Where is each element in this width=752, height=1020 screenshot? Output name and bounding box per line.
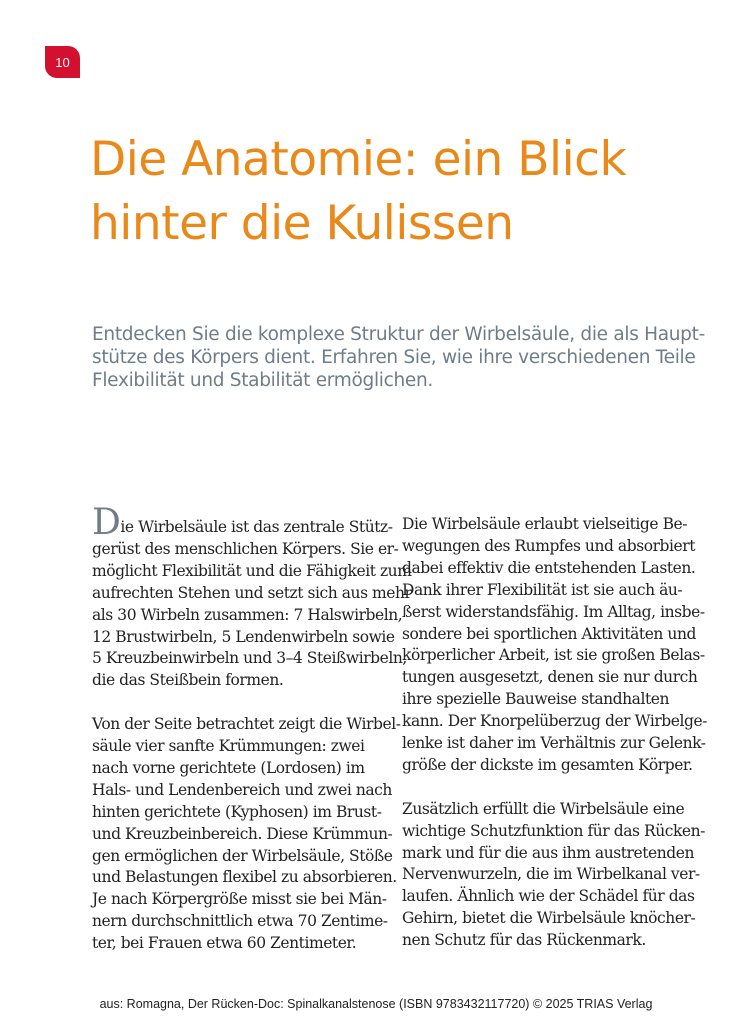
text-line: tungen ausgesetzt, denen sie nur durch	[402, 668, 698, 687]
text-line	[92, 502, 412, 543]
page-number-badge: 10	[45, 46, 80, 78]
title-line: hinter die Kulissen	[90, 196, 514, 251]
text-line: nach vorne gerichtete (Lordosen) im	[92, 758, 365, 777]
text-line: lenke ist daher im Verhältnis zur Gelenk-	[402, 734, 706, 753]
drop-cap: D	[92, 502, 121, 543]
text-line: Hals- und Lendenbereich und zwei nach	[92, 780, 392, 799]
intro-line: Entdecken Sie die komplexe Struktur der Wirbelsäule, die als Haupt-	[92, 324, 705, 345]
text-line: hinten gerichtete (Kyphosen) im Brust-	[92, 802, 382, 821]
paragraph	[402, 799, 707, 952]
source-footer: aus: Romagna, Der Rücken-Doc: Spinalkanalstenose (ISBN 9783432117720) © 2025 TRIAS Verlag	[99, 997, 653, 1011]
body-column-left	[92, 502, 412, 977]
text-line: Gehirn, bietet die Wirbelsäule knöcher-	[402, 909, 696, 928]
text-line: aufrechten Stehen und setzt sich aus mehr	[92, 583, 412, 602]
text-line: als 30 Wirbeln zusammen: 7 Halswirbeln,	[92, 605, 403, 624]
text-line: mark und für die aus ihm austretenden	[402, 843, 694, 862]
title-line: Die Anatomie: ein Blick	[90, 132, 627, 187]
text-line: laufen. Ähnlich wie der Schädel für das	[402, 887, 695, 906]
text-line: größe der dickste im gesamten Körper.	[402, 755, 693, 774]
text-line: gerüst des menschlichen Körpers. Sie er-	[92, 539, 399, 558]
text-line: 12 Brustwirbeln, 5 Lendenwirbeln sowie	[92, 627, 395, 646]
page-title	[90, 128, 626, 256]
text-line: körperlicher Arbeit, ist sie großen Belas-	[402, 646, 705, 665]
text-line: 5 Kreuzbeinwirbeln und 3–4 Steißwirbeln,	[92, 649, 407, 668]
text-line: sondere bei sportlichen Aktivitäten und	[402, 624, 696, 643]
text-line: gen ermöglichen der Wirbelsäule, Stöße	[92, 846, 393, 865]
text-line: nern durchschnittlich etwa 70 Zentime-	[92, 912, 388, 931]
text-line: nen Schutz für das Rückenmark.	[402, 931, 646, 950]
text-line: Dank ihrer Flexibilität ist sie auch äu-	[402, 580, 683, 599]
intro-line: stütze des Körpers dient. Erfahren Sie, wie ihre verschiedenen Teile	[92, 347, 696, 368]
text-line: Zusätzlich erfüllt die Wirbelsäule eine	[402, 799, 685, 818]
text-line: dabei effektiv die entstehenden Lasten.	[402, 558, 696, 577]
text-line: wegungen des Rumpfes und absorbiert	[402, 536, 695, 555]
text-line: ßerst widerstandsfähig. Im Alltag, insbe-	[402, 602, 705, 621]
text-line: und Kreuzbeinbereich. Diese Krümmun-	[92, 824, 393, 843]
text-line: Von der Seite betrachtet zeigt die Wirbel-	[92, 715, 401, 734]
text-line: Die Wirbelsäule erlaubt vielseitige Be-	[402, 515, 688, 533]
text-line-rest: ie Wirbelsäule ist das zentrale Stütz-	[120, 518, 393, 536]
text-line: die das Steißbein formen.	[92, 671, 284, 690]
text-line: ihre spezielle Bauweise standhalten	[402, 690, 670, 709]
paragraph	[92, 502, 412, 692]
text-line: säule vier sanfte Krümmungen: zwei	[92, 737, 365, 756]
intro-text	[92, 323, 705, 392]
text-line: und Belastungen flexibel zu absorbieren.	[92, 868, 397, 887]
text-line: möglicht Flexibilität und die Fähigkeit zum	[92, 561, 412, 580]
body-column-right	[402, 514, 707, 974]
text-line: Je nach Körpergröße misst sie bei Män-	[92, 890, 387, 909]
text-line: wichtige Schutzfunktion für das Rücken-	[402, 821, 705, 840]
text-line: kann. Der Knorpelüberzug der Wirbelge-	[402, 712, 707, 731]
intro-line: Flexibilität und Stabilität ermöglichen.	[92, 370, 434, 391]
text-line: ter, bei Frauen etwa 60 Zentimeter.	[92, 934, 357, 953]
paragraph	[92, 714, 412, 955]
text-line: Nervenwurzeln, die im Wirbelkanal ver-	[402, 865, 700, 884]
paragraph	[402, 514, 707, 777]
